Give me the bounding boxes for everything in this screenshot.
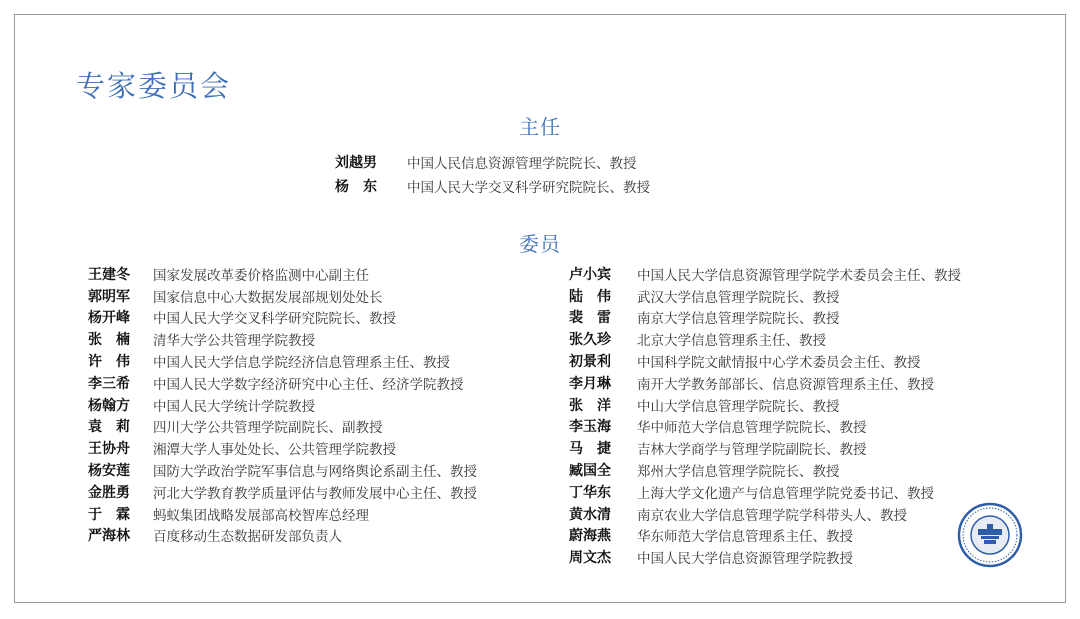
member-row — [88, 263, 477, 285]
member-title: 武汉大学信息管理学院院长、教授 — [637, 289, 840, 306]
member-name: 袁 莉 — [88, 419, 130, 436]
member-title: 南京大学信息管理学院院长、教授 — [637, 311, 840, 328]
member-title: 华东师范大学信息管理系主任、教授 — [637, 529, 853, 546]
director-heading: 主任 — [519, 115, 561, 139]
member-row — [88, 307, 477, 329]
member-name: 卢小宾 — [569, 266, 611, 283]
member-title: 国家信息中心大数据发展部规划处处长 — [153, 289, 383, 306]
member-row — [88, 372, 477, 394]
member-title: 清华大学公共管理学院教授 — [153, 333, 315, 350]
member-title: 国家发展改革委价格监测中心副主任 — [153, 267, 369, 284]
member-title: 南开大学教务部部长、信息资源管理系主任、教授 — [637, 376, 934, 393]
member-name: 杨翰方 — [88, 397, 130, 414]
member-title: 中国人民大学统计学院教授 — [153, 398, 315, 415]
members-left-column — [88, 263, 477, 546]
member-title: 湘潭大学人事处处长、公共管理学院教授 — [153, 442, 396, 459]
member-row — [569, 416, 961, 438]
member-name: 许 伟 — [88, 354, 130, 371]
member-row — [569, 285, 961, 307]
member-row — [88, 328, 477, 350]
member-name: 杨 东 — [335, 179, 377, 195]
member-name: 李月琳 — [569, 375, 611, 392]
member-title: 四川大学公共管理学院副院长、副教授 — [153, 420, 383, 437]
member-name: 李三希 — [88, 375, 130, 392]
member-name: 张 洋 — [569, 397, 611, 414]
member-title: 蚂蚁集团战略发展部高校智库总经理 — [153, 507, 369, 524]
member-row — [88, 525, 477, 547]
member-name: 郭明军 — [88, 288, 130, 305]
member-name: 张久珍 — [569, 332, 611, 349]
member-row — [569, 437, 961, 459]
member-title: 华中师范大学信息管理学院院长、教授 — [637, 420, 867, 437]
member-row — [569, 394, 961, 416]
member-title: 中国人民大学信息资源管理学院学术委员会主任、教授 — [637, 267, 961, 284]
member-row — [88, 481, 477, 503]
members-right-column — [569, 263, 961, 568]
member-title: 中国人民大学信息资源管理学院教授 — [637, 551, 853, 568]
director-row — [335, 174, 650, 198]
member-name: 刘越男 — [335, 155, 377, 171]
member-name: 蔚海燕 — [569, 528, 611, 545]
member-row — [88, 394, 477, 416]
member-row — [88, 350, 477, 372]
member-row — [569, 546, 961, 568]
member-title: 中国人民大学交叉科学研究院院长、教授 — [153, 311, 396, 328]
member-name: 马 捷 — [569, 441, 611, 458]
member-name: 裴 雷 — [569, 310, 611, 327]
member-name: 严海林 — [88, 528, 130, 545]
member-row — [569, 263, 961, 285]
member-title: 北京大学信息管理系主任、教授 — [637, 333, 826, 350]
member-title: 国防大学政治学院军事信息与网络舆论系副主任、教授 — [153, 464, 477, 481]
member-name: 王协舟 — [88, 441, 130, 458]
member-title: 河北大学教育教学质量评估与教师发展中心主任、教授 — [153, 485, 477, 502]
member-title: 中国人民信息资源管理学院院长、教授 — [407, 156, 637, 172]
member-title: 吉林大学商学与管理学院副院长、教授 — [637, 442, 867, 459]
member-title: 南京农业大学信息管理学院学科带头人、教授 — [637, 507, 907, 524]
member-row — [569, 350, 961, 372]
member-row — [88, 416, 477, 438]
university-emblem-icon — [957, 502, 1023, 568]
member-title: 中山大学信息管理学院院长、教授 — [637, 398, 840, 415]
member-row — [88, 459, 477, 481]
member-row — [569, 459, 961, 481]
member-name: 王建冬 — [88, 266, 130, 283]
director-list — [335, 150, 650, 198]
member-name: 于 霖 — [88, 506, 130, 523]
member-title: 郑州大学信息管理学院院长、教授 — [637, 464, 840, 481]
member-row — [569, 328, 961, 350]
member-row — [569, 525, 961, 547]
member-name: 杨开峰 — [88, 310, 130, 327]
member-name: 周文杰 — [569, 550, 611, 567]
member-name: 张 楠 — [88, 332, 130, 349]
member-title: 中国科学院文献情报中心学术委员会主任、教授 — [637, 355, 921, 372]
members-heading: 委员 — [519, 232, 561, 256]
member-title: 中国人民大学信息学院经济信息管理系主任、教授 — [153, 355, 450, 372]
member-name: 陆 伟 — [569, 288, 611, 305]
member-row — [569, 503, 961, 525]
member-row — [88, 503, 477, 525]
member-name: 丁华东 — [569, 484, 611, 501]
member-title: 百度移动生态数据研发部负责人 — [153, 529, 342, 546]
member-name: 杨安莲 — [88, 463, 130, 480]
member-name: 李玉海 — [569, 419, 611, 436]
member-name: 臧国全 — [569, 463, 611, 480]
member-row — [569, 307, 961, 329]
member-row — [569, 481, 961, 503]
member-row — [88, 437, 477, 459]
page-title: 专家委员会 — [76, 69, 232, 103]
member-title: 中国人民大学数字经济研究中心主任、经济学院教授 — [153, 376, 464, 393]
member-name: 黄水清 — [569, 506, 611, 523]
member-name: 初景利 — [569, 354, 611, 371]
member-title: 上海大学文化遗产与信息管理学院党委书记、教授 — [637, 485, 934, 502]
member-title: 中国人民大学交叉科学研究院院长、教授 — [407, 180, 650, 196]
director-row — [335, 150, 650, 174]
member-row — [569, 372, 961, 394]
member-name: 金胜勇 — [88, 484, 130, 501]
member-row — [88, 285, 477, 307]
